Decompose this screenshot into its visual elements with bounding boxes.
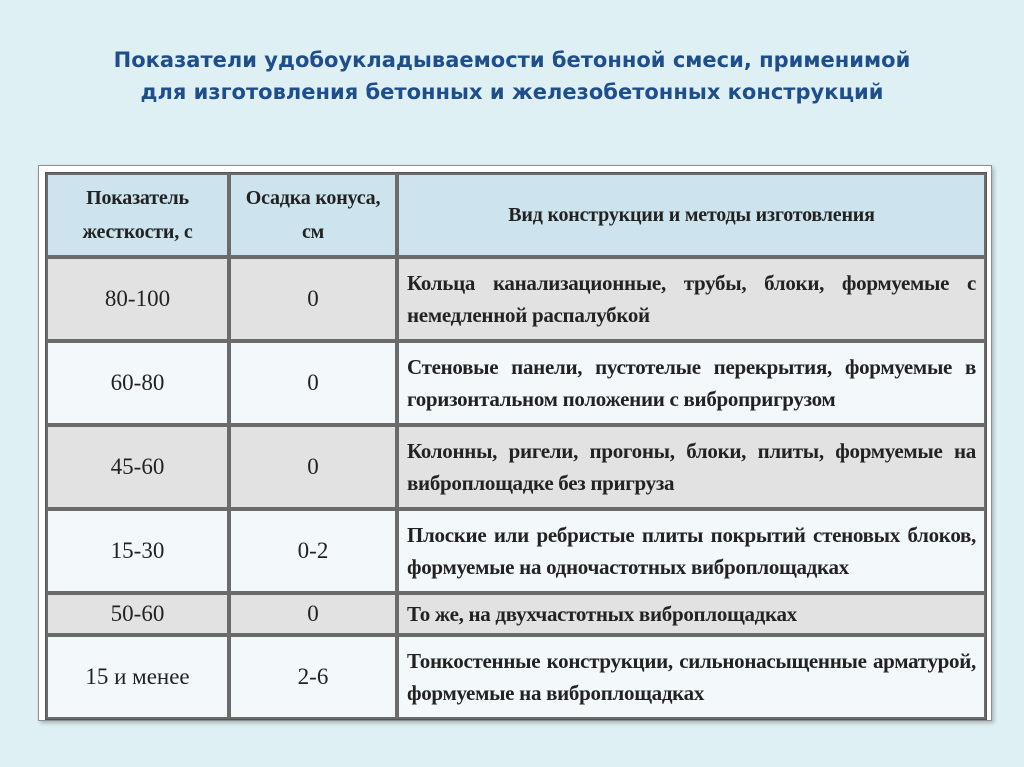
cell-slump: 0 xyxy=(229,593,397,635)
cell-slump: 0 xyxy=(229,341,397,425)
header-slump: Осадка конуса, см xyxy=(229,173,397,257)
cell-description: То же, на двухчастотных виброплощадках xyxy=(397,593,986,635)
cell-stiffness: 50-60 xyxy=(46,593,229,635)
table-header-row xyxy=(46,173,986,257)
cell-stiffness: 15 и менее xyxy=(46,635,229,719)
page-title xyxy=(0,44,1024,108)
cell-description: Кольца канализационные, трубы, блоки, формуемые с немедленной распалубкой xyxy=(397,257,986,341)
header-stiffness: Показатель жесткости, с xyxy=(46,173,229,257)
table-row xyxy=(46,509,986,593)
cell-stiffness: 60-80 xyxy=(46,341,229,425)
table-row xyxy=(46,257,986,341)
cell-slump: 2-6 xyxy=(229,635,397,719)
cell-slump: 0 xyxy=(229,425,397,509)
table-frame xyxy=(38,165,992,721)
cell-stiffness: 80-100 xyxy=(46,257,229,341)
page-title-line-1: Показатели удобоукладываемости бетонной смеси, применимой xyxy=(113,48,911,72)
cell-description: Стеновые панели, пустотелые перекрытия, формуемые в горизонтальном положении с вибропригрузом xyxy=(397,341,986,425)
cell-description: Плоские или ребристые плиты покрытий стеновых блоков, формуемые на одночастотных виброплощадках xyxy=(397,509,986,593)
table-row xyxy=(46,341,986,425)
cell-slump: 0 xyxy=(229,257,397,341)
header-construction: Вид конструкции и методы изготовления xyxy=(397,173,986,257)
cell-slump: 0-2 xyxy=(229,509,397,593)
page-title-line-2: для изготовления бетонных и железобетонных конструкций xyxy=(140,80,884,104)
cell-stiffness: 45-60 xyxy=(46,425,229,509)
workability-table xyxy=(45,172,987,720)
cell-stiffness: 15-30 xyxy=(46,509,229,593)
table-row xyxy=(46,425,986,509)
cell-description: Тонкостенные конструкции, сильнонасыщенные арматурой, формуемые на виброплощадках xyxy=(397,635,986,719)
table-row xyxy=(46,635,986,719)
table-row xyxy=(46,593,986,635)
cell-description: Колонны, ригели, прогоны, блоки, плиты, формуемые на виброплощадке без пригруза xyxy=(397,425,986,509)
